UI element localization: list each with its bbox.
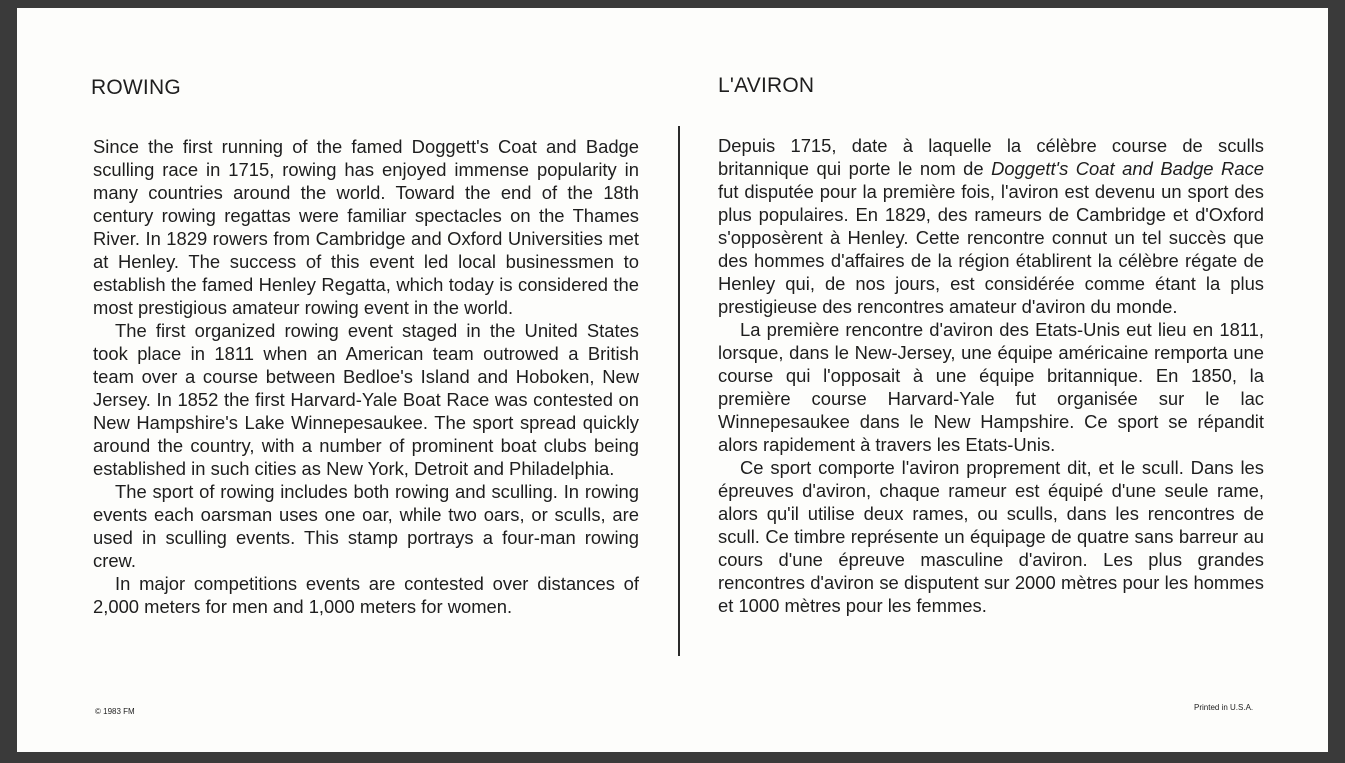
french-paragraph: [718, 134, 1264, 318]
english-paragraph: The sport of rowing includes both rowing and sculling. In rowing events each oarsman uses one oar, while two oars, or sculls, are used in sculling events. This stamp portrays a four-man rowing crew.: [93, 481, 639, 571]
french-text-run: Depuis 1715, date à laquelle la célèbre course de sculls britannique qui porte le nom de: [718, 135, 1264, 179]
info-card: [17, 8, 1328, 752]
french-paragraph: Ce sport comporte l'aviron proprement dit, et le scull. Dans les épreuves d'aviron, chaque rameur est équipé d'une seule rame, alors qu'il utilise deux rames, ou sculls, dans les rencontres de scull. Ce timbre représente un équipage de quatre sans barreur au cours d'une épreuve masculine d'aviron. Les plus grandes rencontres d'aviron se disputent sur 2000 mètres pour les hommes et 1000 mètres pour les femmes.: [718, 457, 1264, 616]
english-paragraph: The first organized rowing event staged in the United States took place in 1811 when an American team outrowed a British team over a course between Bedloe's Island and Hoboken, New Jersey. In 1852 the first Harvard-Yale Boat Race was contested on New Hampshire's Lake Winnepesaukee. The sport spread quickly around the country, with a number of prominent boat clubs being established in such cities as New York, Detroit and Philadelphia.: [93, 320, 639, 479]
english-paragraph: Since the first running of the famed Doggett's Coat and Badge sculling race in 1715, rowing has enjoyed immense popularity in many countries around the world. Toward the end of the 18th century rowing regattas were familiar spectacles on the Thames River. In 1829 rowers from Cambridge and Oxford Universities met at Henley. The success of this event led local businessmen to establish the famed Henley Regatta, which today is considered the most prestigious amateur rowing event in the world.: [93, 136, 639, 318]
english-text: [93, 135, 639, 618]
english-paragraph: In major competitions events are contested over distances of 2,000 meters for men and 1,000 meters for women.: [93, 573, 639, 617]
french-text: [718, 134, 1264, 617]
english-title: ROWING: [91, 76, 181, 99]
french-text-run: fut disputée pour la première fois, l'aviron est devenu un sport des plus populaires. En 1829, des rameurs de Cambridge et d'Oxford s'opposèrent à Henley. Cette rencontre connut un tel succès que des hommes d'affaires de la région établirent la célèbre régate de Henley qui, de nos jours, est considérée comme étant la plus prestigieuse des rencontres amateur d'aviron du monde.: [718, 181, 1264, 317]
printed-notice: Printed in U.S.A.: [1194, 703, 1254, 712]
french-paragraph: La première rencontre d'aviron des Etats-Unis eut lieu en 1811, lorsque, dans le New-Jersey, une équipe américaine remporta une course qui l'opposait à une équipe britannique. En 1850, la première course Harvard-Yale fut organisée sur le lac Winnepesaukee dans le New Hampshire. Ce sport se répandit alors rapidement à travers les Etats-Unis.: [718, 319, 1264, 455]
column-divider: [678, 126, 680, 656]
french-title: L'AVIRON: [718, 74, 815, 97]
copyright-notice: © 1983 FM: [95, 707, 135, 716]
french-race-name: Doggett's Coat and Badge Race: [991, 158, 1264, 179]
